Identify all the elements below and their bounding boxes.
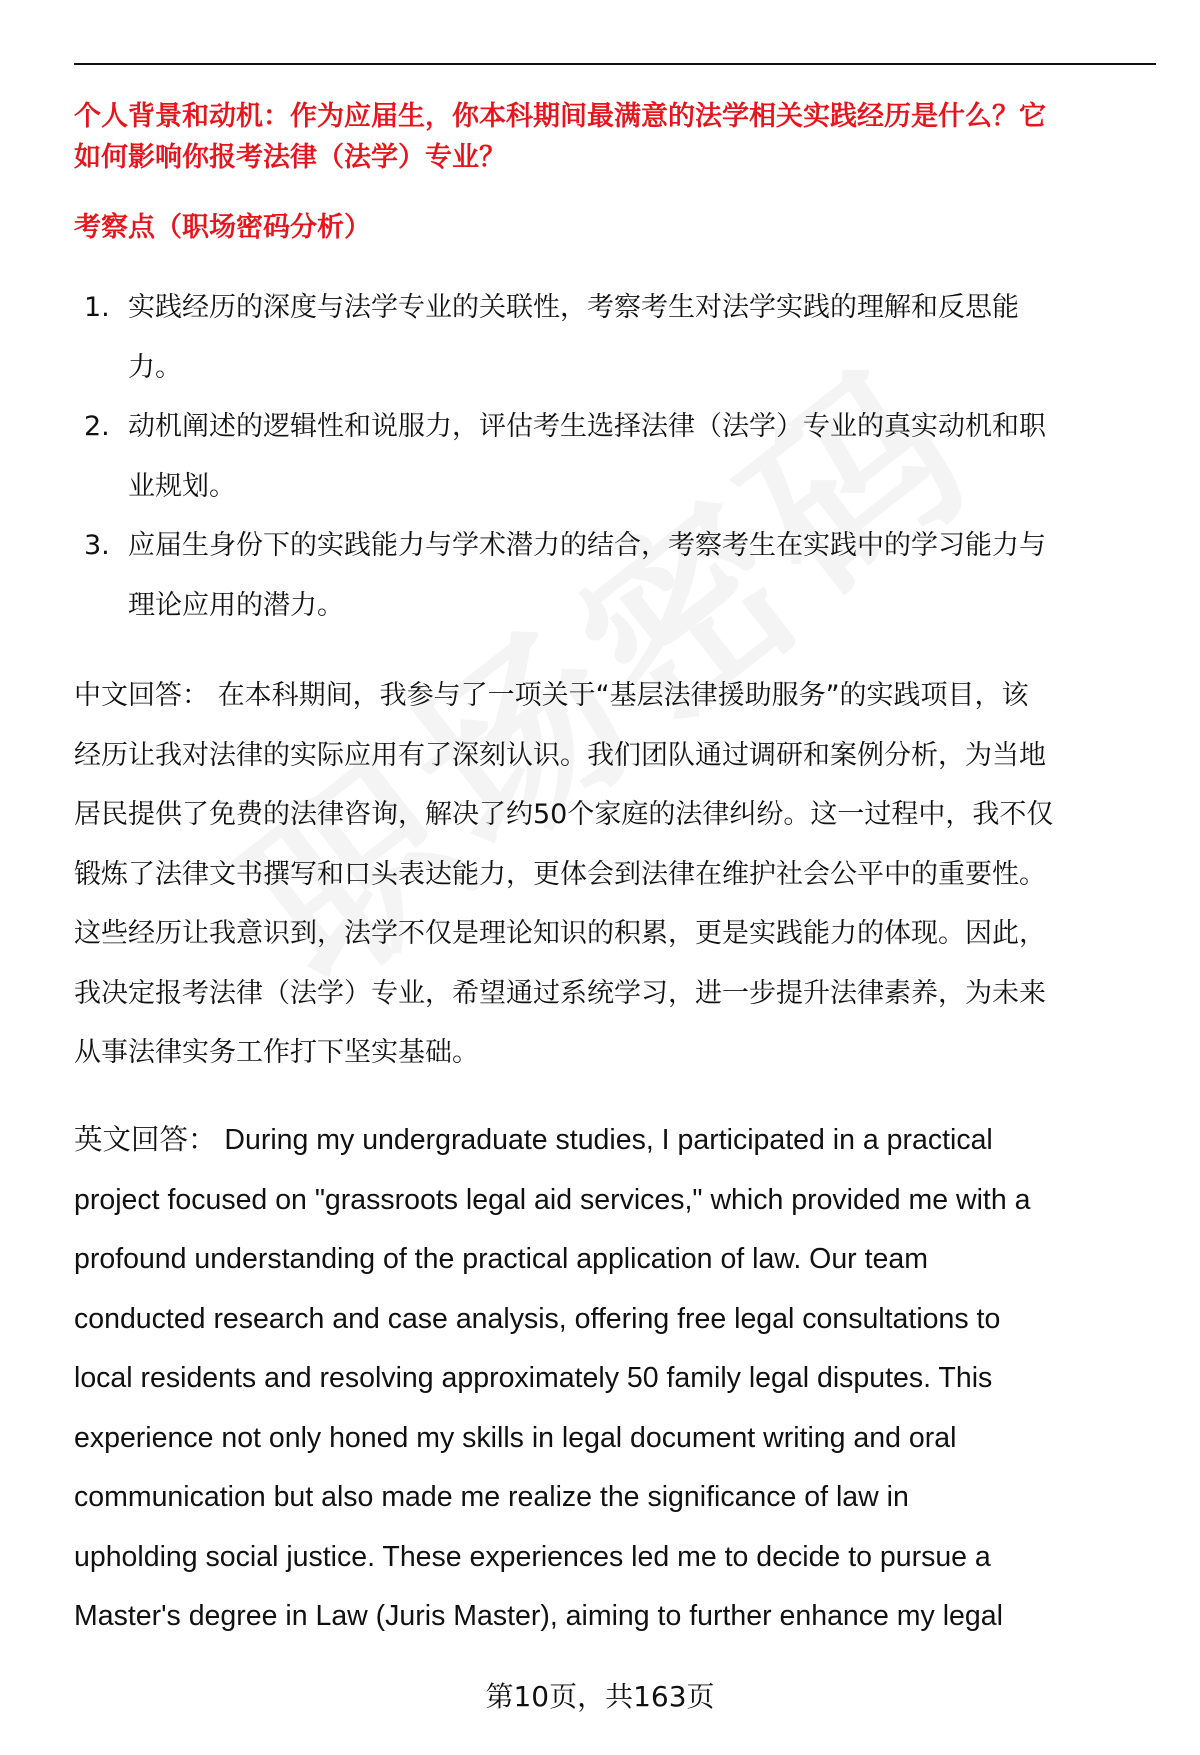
answer-line: local residents and resolving approximately 50 family legal disputes. This: [74, 1362, 993, 1394]
answer-line: profound understanding of the practical application of law. Our team: [74, 1243, 928, 1275]
list-text: 实践经历的深度与法学专业的关联性，考察考生对法学实践的理解和反思能: [128, 292, 1019, 323]
english-answer: [74, 1111, 1030, 1647]
list-text: 理论应用的潜力。: [128, 589, 344, 621]
answer-line: 居民提供了免费的法律咨询，解决了约50个家庭的法律纠纷。这一过程中，我不仅: [74, 799, 1054, 830]
answer-line: 锻炼了法律文书撰写和口头表达能力，更体会到法律在维护社会公平中的重要性。: [74, 858, 1046, 890]
answer-line: 中文回答： 在本科期间，我参与了一项关于“基层法律援助服务”的实践项目，该: [74, 680, 1029, 711]
answer-line: 经历让我对法律的实际应用有了深刻认识。我们团队通过调研和案例分析，为当地: [74, 739, 1046, 771]
answer-line: project focused on "grassroots legal aid services," which provided me with a: [74, 1183, 1031, 1216]
chinese-answer: [74, 666, 1053, 1083]
answer-line: 从事法律实务工作打下坚实基础。: [74, 1037, 479, 1068]
list-number: 1.: [84, 292, 110, 323]
question-line-1: 个人背景和动机：作为应届生，你本科期间最满意的法学相关实践经历是什么？它: [74, 101, 1046, 132]
list-item: [74, 278, 1046, 397]
answer-line: upholding social justice. These experiences led me to decide to pursue a: [74, 1540, 991, 1573]
list-item: [74, 397, 1046, 516]
list-text: 动机阐述的逻辑性和说服力，评估考生选择法律（法学）专业的真实动机和职: [128, 411, 1046, 442]
exam-points-list: [74, 278, 1046, 635]
question-line-2: 如何影响你报考法律（法学）专业？: [74, 142, 506, 173]
answer-line: communication but also made me realize the significance of law in: [74, 1481, 909, 1513]
answer-line: 英文回答： During my undergraduate studies, I participated in a practical: [74, 1124, 993, 1156]
page-indicator: 第10页，共163页: [485, 1680, 715, 1713]
list-text: 力。: [128, 351, 182, 383]
answer-line: 这些经历让我意识到，法学不仅是理论知识的积累，更是实践能力的体现。因此，: [74, 918, 1046, 949]
answer-line: Master's degree in Law (Juris Master), aiming to further enhance my legal: [74, 1600, 1003, 1632]
header-divider: [74, 63, 1156, 65]
answer-line: conducted research and case analysis, offering free legal consultations to: [74, 1302, 1001, 1335]
list-number: 2.: [84, 411, 110, 442]
list-text: 应届生身份下的实践能力与学术潜力的结合，考察考生在实践中的学习能力与: [128, 530, 1046, 561]
exam-points-title: 考察点（职场密码分析）: [74, 212, 371, 243]
list-text: 业规划。: [128, 470, 236, 502]
list-item: [74, 516, 1046, 635]
list-number: 3.: [84, 530, 110, 561]
answer-line: 我决定报考法律（法学）专业，希望通过系统学习，进一步提升法律素养，为未来: [74, 977, 1046, 1009]
answer-line: experience not only honed my skills in legal document writing and oral: [74, 1421, 957, 1454]
